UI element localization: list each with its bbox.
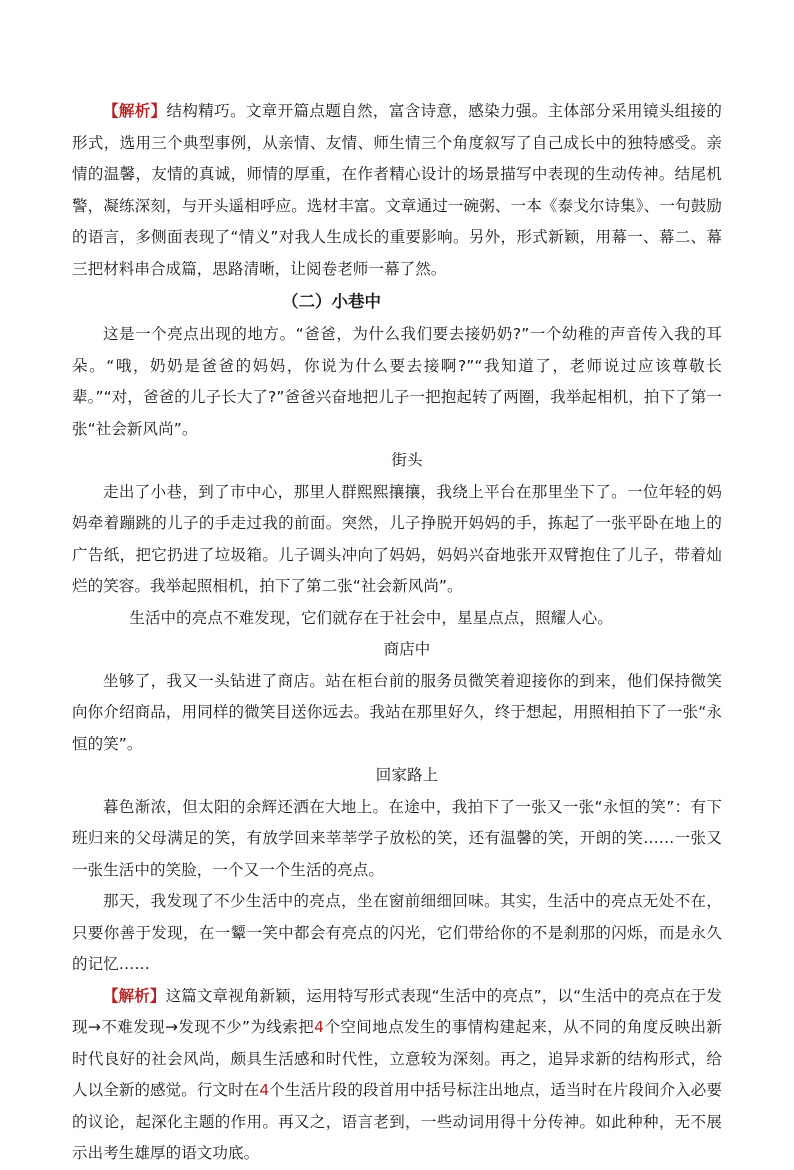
location-subhead: 商店中	[383, 640, 431, 658]
analysis-text-part: 个生活片段的段首用中括号标注出地点，适当时在片段间介入必要的议论，起深化主题的作用。再又之，语言老到，一些动词用得十分传神。如此种种，无不展示出考生雄厚的语文功底。	[72, 1081, 722, 1162]
section-title: （二）小巷中	[282, 292, 381, 311]
body-paragraph: 这是一个亮点出现的地方。“爸爸，为什么我们要去接奶奶?”一个幼稚的声音传入我的耳朵。“哦，奶奶是爸爸的妈妈，你说为什么要去接啊?”“我知道了，老师说过应该尊敬长辈。”“对，爸爸的儿子长大了?”爸爸兴奋地把儿子一把抱起转了两圈，我举起相机，拍下了第一张“社会新风尚”。	[72, 325, 722, 438]
analysis-number: 4	[314, 1018, 325, 1036]
analysis-text: 结构精巧。文章开篇点题自然，富含诗意，感染力强。主体部分采用镜头组接的形式，选用三个典型事例，从亲情、友情、师生情三个角度叙写了自己成长中的独特感受。亲情的温馨，友情的真诚，师情的厚重，在作者精心设计的场景描写中表现的生动传神。结尾机警，凝练深刻，与开头遥相呼应。选材丰富。文章通过一碗粥、一本《泰戈尔诗集》、一句鼓励的语言，多侧面表现了“情义”对我人生成长的重要影响。另外，形式新颖，用幕一、幕二、幕三把材料串合成篇，思路清晰，让阅卷老师一幕了然。	[72, 102, 722, 278]
body-paragraph: 坐够了，我又一头钻进了商店。站在柜台前的服务员微笑着迎接你的到来，他们保持微笑向你介绍商品，用同样的微笑目送你远去。我站在那里好久，终于想起，用照相拍下了一张“永恒的笑”。	[72, 671, 722, 753]
analysis-text-part: 个空间地点发生的事情构建起来，从不同的角度反映出新时代良好的社会风尚，颇具生活感和时代性，立意较为深刻。再之，追异求新的结构形式，给人以全新的感觉。行文时在	[72, 1018, 722, 1099]
body-paragraph: 那天，我发现了不少生活中的亮点，坐在窗前细细回味。其实，生活中的亮点无处不在，只要你善于发现，在一颦一笑中都会有亮点的闪光，它们带给你的不是刹那的闪烁，而是永久的记忆……	[72, 892, 722, 973]
analysis-number: 4	[259, 1081, 270, 1099]
analysis-text-part: 这篇文章视角新颖，运用特写形式表现“生活中的亮点”，以“生活中的亮点在于发现→不难发现→发现不少”为线索把	[72, 986, 723, 1036]
analysis-label: 【解析】	[103, 102, 167, 120]
body-paragraph: 走出了小巷，到了市中心，那里人群熙熙攘攘，我绕上平台在那里坐下了。一位年轻的妈妈牵着蹦跳的儿子的手走过我的前面。突然，儿子挣脱开妈妈的手，拣起了一张平卧在地上的广告纸，把它扔进了垃圾箱。儿子调头冲向了妈妈，妈妈兴奋地张开双臂抱住了儿子，带着灿烂的笑容。我举起照相机，拍下了第二张“社会新风尚”。	[72, 482, 722, 595]
analysis-label: 【解析】	[103, 986, 166, 1005]
location-subhead: 回家路上	[375, 766, 439, 784]
body-paragraph: 生活中的亮点不难发现，它们就存在于社会中，星星点点，照耀人心。	[129, 608, 613, 627]
analysis-paragraph-1	[72, 96, 722, 285]
analysis-paragraph-2	[72, 981, 722, 1170]
document-page	[72, 96, 722, 1170]
body-paragraph: 暮色渐浓，但太阳的余辉还洒在大地上。在途中，我拍下了一张又一张“永恒的笑”：有下班归来的父母满足的笑，有放学回来莘莘学子放松的笑，还有温馨的笑，开朗的笑……一张又一张生活中的笑脸，一个又一个生活的亮点。	[72, 797, 722, 879]
location-subhead: 街头	[391, 451, 423, 469]
